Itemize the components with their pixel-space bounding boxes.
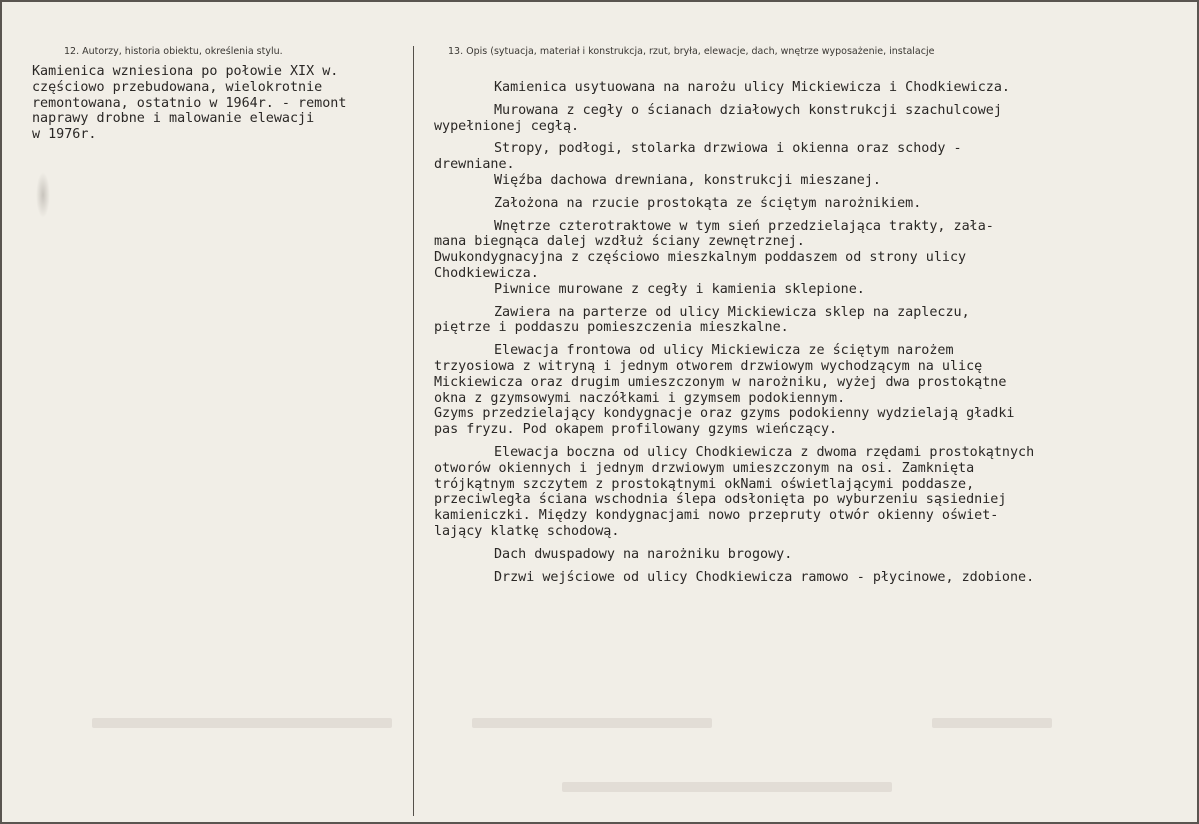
description-line: Chodkiewicza. bbox=[434, 265, 539, 281]
faded-bleedthrough-text bbox=[472, 718, 712, 728]
ink-smudge bbox=[36, 172, 50, 218]
description-line: otworów okiennych i jednym drzwiowym umieszczonym na osi. Zamknięta bbox=[434, 460, 975, 476]
description-paragraph bbox=[434, 570, 1174, 586]
description-paragraph bbox=[434, 305, 1174, 337]
description-paragraph bbox=[434, 103, 1174, 135]
description-paragraph bbox=[434, 80, 1174, 96]
description-paragraph bbox=[434, 219, 1174, 298]
description-line: przeciwległa ściana wschodnia ślepa odsłonięta po wyburzeniu sąsiedniej bbox=[434, 492, 1007, 508]
description-line: Założona na rzucie prostokąta ze ściętym narożnikiem. bbox=[494, 195, 922, 211]
description-line: mana biegnąca dalej wzdłuż ściany zewnętrznej. bbox=[434, 234, 805, 250]
description-line: wypełnionej cegłą. bbox=[434, 118, 580, 134]
description-line: Więźba dachowa drewniana, konstrukcji mieszanej. bbox=[494, 172, 881, 188]
description-line: Dwukondygnacyjna z częściowo mieszkalnym poddaszem od strony ulicy bbox=[434, 250, 967, 266]
description-line: okna z gzymsowymi naczółkami i gzymsem podokiennym. bbox=[434, 390, 846, 406]
description-text bbox=[434, 80, 1174, 592]
description-line: Gzyms przedzielający kondygnacje oraz gzyms podokienny wydzielają gładki bbox=[434, 406, 1015, 422]
description-line: trójkątnym szczytem z prostokątnymi okNami oświetlającymi poddasze, bbox=[434, 476, 975, 492]
description-paragraph bbox=[434, 547, 1174, 563]
history-line: remontowana, ostatnio w 1964r. - remont bbox=[32, 95, 347, 111]
description-paragraph bbox=[434, 196, 1174, 212]
history-text bbox=[32, 64, 412, 143]
history-line: Kamienica wzniesiona po połowie XIX w. bbox=[32, 64, 339, 79]
description-line: Mickiewicza oraz drugim umieszczonym w narożniku, wyżej dwa prostokątne bbox=[434, 374, 1007, 390]
history-line: w 1976r. bbox=[32, 127, 97, 143]
description-line: drewniane. bbox=[434, 157, 515, 173]
description-line: Dach dwuspadowy na narożniku brogowy. bbox=[494, 546, 793, 562]
description-line: kamieniczki. Między kondygnacjami nowo przepruty otwór okienny oświet- bbox=[434, 508, 999, 524]
description-line: piętrze i poddaszu pomieszczenia mieszkalne. bbox=[434, 320, 789, 336]
description-line: Kamienica usytuowana na narożu ulicy Mickiewicza i Chodkiewicza. bbox=[494, 80, 1010, 95]
description-line: pas fryzu. Pod okapem profilowany gzyms wieńczący. bbox=[434, 422, 838, 438]
description-line: Drzwi wejściowe od ulicy Chodkiewicza ramowo - płycinowe, zdobione. bbox=[494, 569, 1035, 585]
description-line: Wnętrze czterotraktowe w tym sień przedzielająca trakty, zała- bbox=[494, 218, 994, 234]
description-line: Murowana z cegły o ścianach działowych konstrukcji szachulcowej bbox=[494, 102, 1002, 118]
history-line: częściowo przebudowana, wielokrotnie bbox=[32, 79, 323, 95]
description-paragraph bbox=[434, 141, 1174, 188]
column-divider bbox=[413, 46, 414, 816]
description-line: Elewacja boczna od ulicy Chodkiewicza z dwoma rzędami prostokątnych bbox=[494, 444, 1035, 460]
description-line: lający klatkę schodową. bbox=[434, 523, 620, 539]
faded-bleedthrough-text bbox=[562, 782, 892, 792]
section-12-header: 12. Autorzy, historia obiektu, określenia stylu. bbox=[64, 46, 283, 57]
section-13-header: 13. Opis (sytuacja, materiał i konstrukcja, rzut, bryła, elewacje, dach, wnętrze wyposażenie, instalacje bbox=[448, 46, 935, 57]
description-paragraph bbox=[434, 445, 1174, 540]
history-line: naprawy drobne i malowanie elewacji bbox=[32, 111, 315, 127]
description-line: Elewacja frontowa od ulicy Mickiewicza ze ściętym narożem bbox=[494, 343, 954, 359]
faded-bleedthrough-text bbox=[932, 718, 1052, 728]
faded-bleedthrough-text bbox=[92, 718, 392, 728]
description-line: trzyosiowa z witryną i jednym otworem drzwiowym wychodzącym na ulicę bbox=[434, 358, 983, 374]
description-paragraph bbox=[434, 343, 1174, 438]
description-line: Zawiera na parterze od ulicy Mickiewicza sklep na zapleczu, bbox=[494, 304, 970, 320]
description-line: Piwnice murowane z cegły i kamienia sklepione. bbox=[494, 281, 865, 297]
description-line: Stropy, podłogi, stolarka drzwiowa i okienna oraz schody - bbox=[494, 141, 962, 157]
